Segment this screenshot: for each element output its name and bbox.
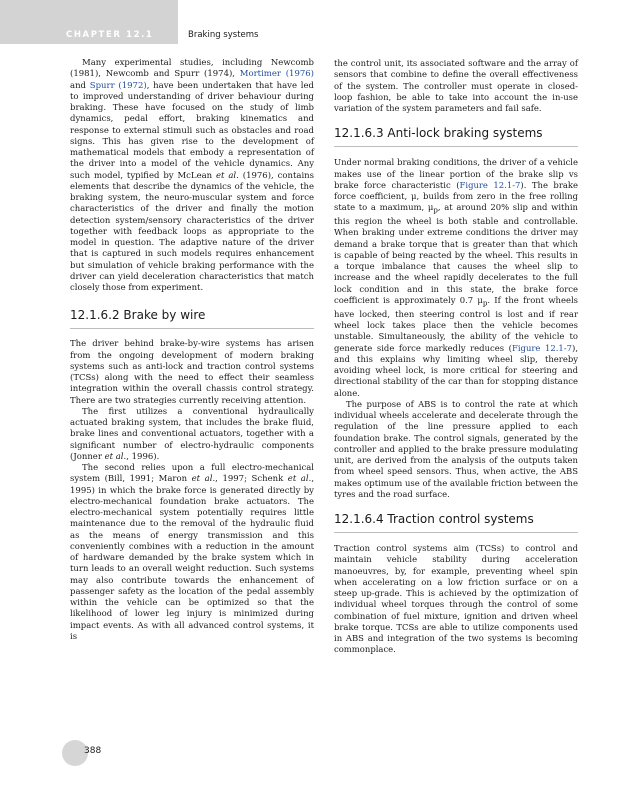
figure-link-12-1-7[interactable]: Figure 12.1-7 <box>459 179 521 190</box>
right-column <box>334 58 578 656</box>
citation-link-mortimer[interactable]: Mortimer (1976) <box>239 69 314 80</box>
paragraph-abs-purpose: The purpose of ABS is to control the rate at which individual wheels accelerate and decelerate through the regulation of the line pressure applied to each foundation brake. The control signals, generated by the controller and applied to the brake pressure modulating unit, are derived from the analysis of the outputs taken from wheel speed sensors. Thus, when active, the ABS makes optimum use of the available friction between the tyres and the road surface. <box>334 398 578 499</box>
page-number: 388 <box>84 746 102 756</box>
paragraph-control-unit: the control unit, its associated software and the array of sensors that combine to define the overall effectiveness of the system. The controller must operate in closed-loop fashion, be able to take into account the in-use variation of the system parameters and fail safe. <box>334 58 578 113</box>
section-heading-brake-by-wire: 12.1.6.2 Brake by wire <box>70 308 314 329</box>
paragraph-brake-by-wire-intro: The driver behind brake-by-wire systems has arisen from the ongoing development of modern braking systems such as anti-lock and traction control systems (TCSs) along with the need to effect their seamless integration within the overall chassis control strategy. There are two strategies currently receiving attention. <box>70 339 314 406</box>
paragraph-abs-slip: Under normal braking conditions, the driver of a vehicle makes use of the linear portion of the brake slip vs brake force characteristic (Figure 12.1-7). The brake force coefficient, μ, builds from zero in the free rolling state to a maximum, $\mu_p$, at around 20% slip and within this region the wheel is both stable and controllable. When braking under extreme conditions the driver may demand a brake torque that is greater than that which is capable of being reacted by the wheel. This results in a torque imbalance that causes the wheel slip to increase and the wheel rapidly decelerates to the full lock condition and in this state, the brake force coefficient is approximately 0.7 $\mu_p$. If the front wheels have locked, then steering control is lost and if rear wheel lock takes place then the vehicle becomes unstable. Simultaneously, the ability of the vehicle to generate side force markedly reduces (Figure 12.1-7), and this explains why limiting wheel slip, thereby avoiding wheel lock, is more critical for steering and directional stability of the car than for stopping distance alone. <box>334 157 579 398</box>
chapter-label: CHAPTER 12.1 <box>66 30 154 40</box>
section-heading-traction-control: 12.1.6.4 Traction control systems <box>334 512 578 533</box>
paragraph-electromechanical-strategy: The second relies upon a full electro-mechanical system (Bill, 1991; Maron et al., 1997; Schenk et al., 1995) in which the brake force is generated directly by electro-mechanical foundation brake actuators. The electro-mechanical system potentially requires little maintenance due to the removal of the hydraulic fluid as the means of energy transmission and this conveniently combines with a reduction in the amount of hardware demanded by the brake system which in turn leads to an overall weight reduction. Such systems may also contribute towards the enhancement of passenger safety as the location of the pedal assembly within the vehicle can be optimized so that the likelihood of lower leg injury is minimized during impact events. As with all advanced control systems, it is <box>70 463 315 642</box>
citation-link-spurr[interactable]: Spurr (1972) <box>89 80 147 91</box>
section-heading-abs: 12.1.6.3 Anti-lock braking systems <box>334 126 578 147</box>
left-column <box>70 58 314 643</box>
paragraph-hydraulic-strategy: The first utilizes a conventional hydraulically actuated braking system, that includes the brake fluid, brake lines and conventional actuators, together with a significant number of electro-hydraulic components (Jonner et al., 1996). <box>70 406 314 462</box>
paragraph-driver-models: Many experimental studies, including Newcomb (1981), Newcomb and Spurr (1974), Mortimer (1976) and Spurr (1972), have been undertaken that have led to improved understanding of driver behaviour during braking. These have focused on the study of limb dynamics, pedal effort, braking kinematics and response to external stimuli such as obstacles and road signs. This has given rise to the development of mathematical models that embody a representation of the driver into a model of the vehicle dynamics. Any such model, typified by McLean et al. (1976), contains elements that describe the dynamics of the vehicle, the braking system, the neuro-muscular system and force characteristics of the driver and finally the motion detection system/sensory characteristics of the driver together with feedback loops as appropriate to the model in question. The adaptive nature of the driver that is captured in such models requires enhancement but simulation of vehicle braking performance with the driver can yield deceleration characteristics that match closely those from experiment. <box>70 58 314 293</box>
paragraph-traction-control: Traction control systems aim (TCSs) to control and maintain vehicle stability during acceleration manoeuvres, by, for example, preventing wheel spin when accelerating on a low friction surface or on a steep up-grade. This is achieved by the optimization of individual wheel torques through the control of some combination of fuel mixture, ignition and driven wheel brake torque. TCSs are able to utilize components used in ABS and integration of the two systems is becoming commonplace. <box>334 543 578 655</box>
running-title: Braking systems <box>188 30 259 40</box>
figure-link-12-1-7-second[interactable]: Figure 12.1-7 <box>511 342 573 353</box>
